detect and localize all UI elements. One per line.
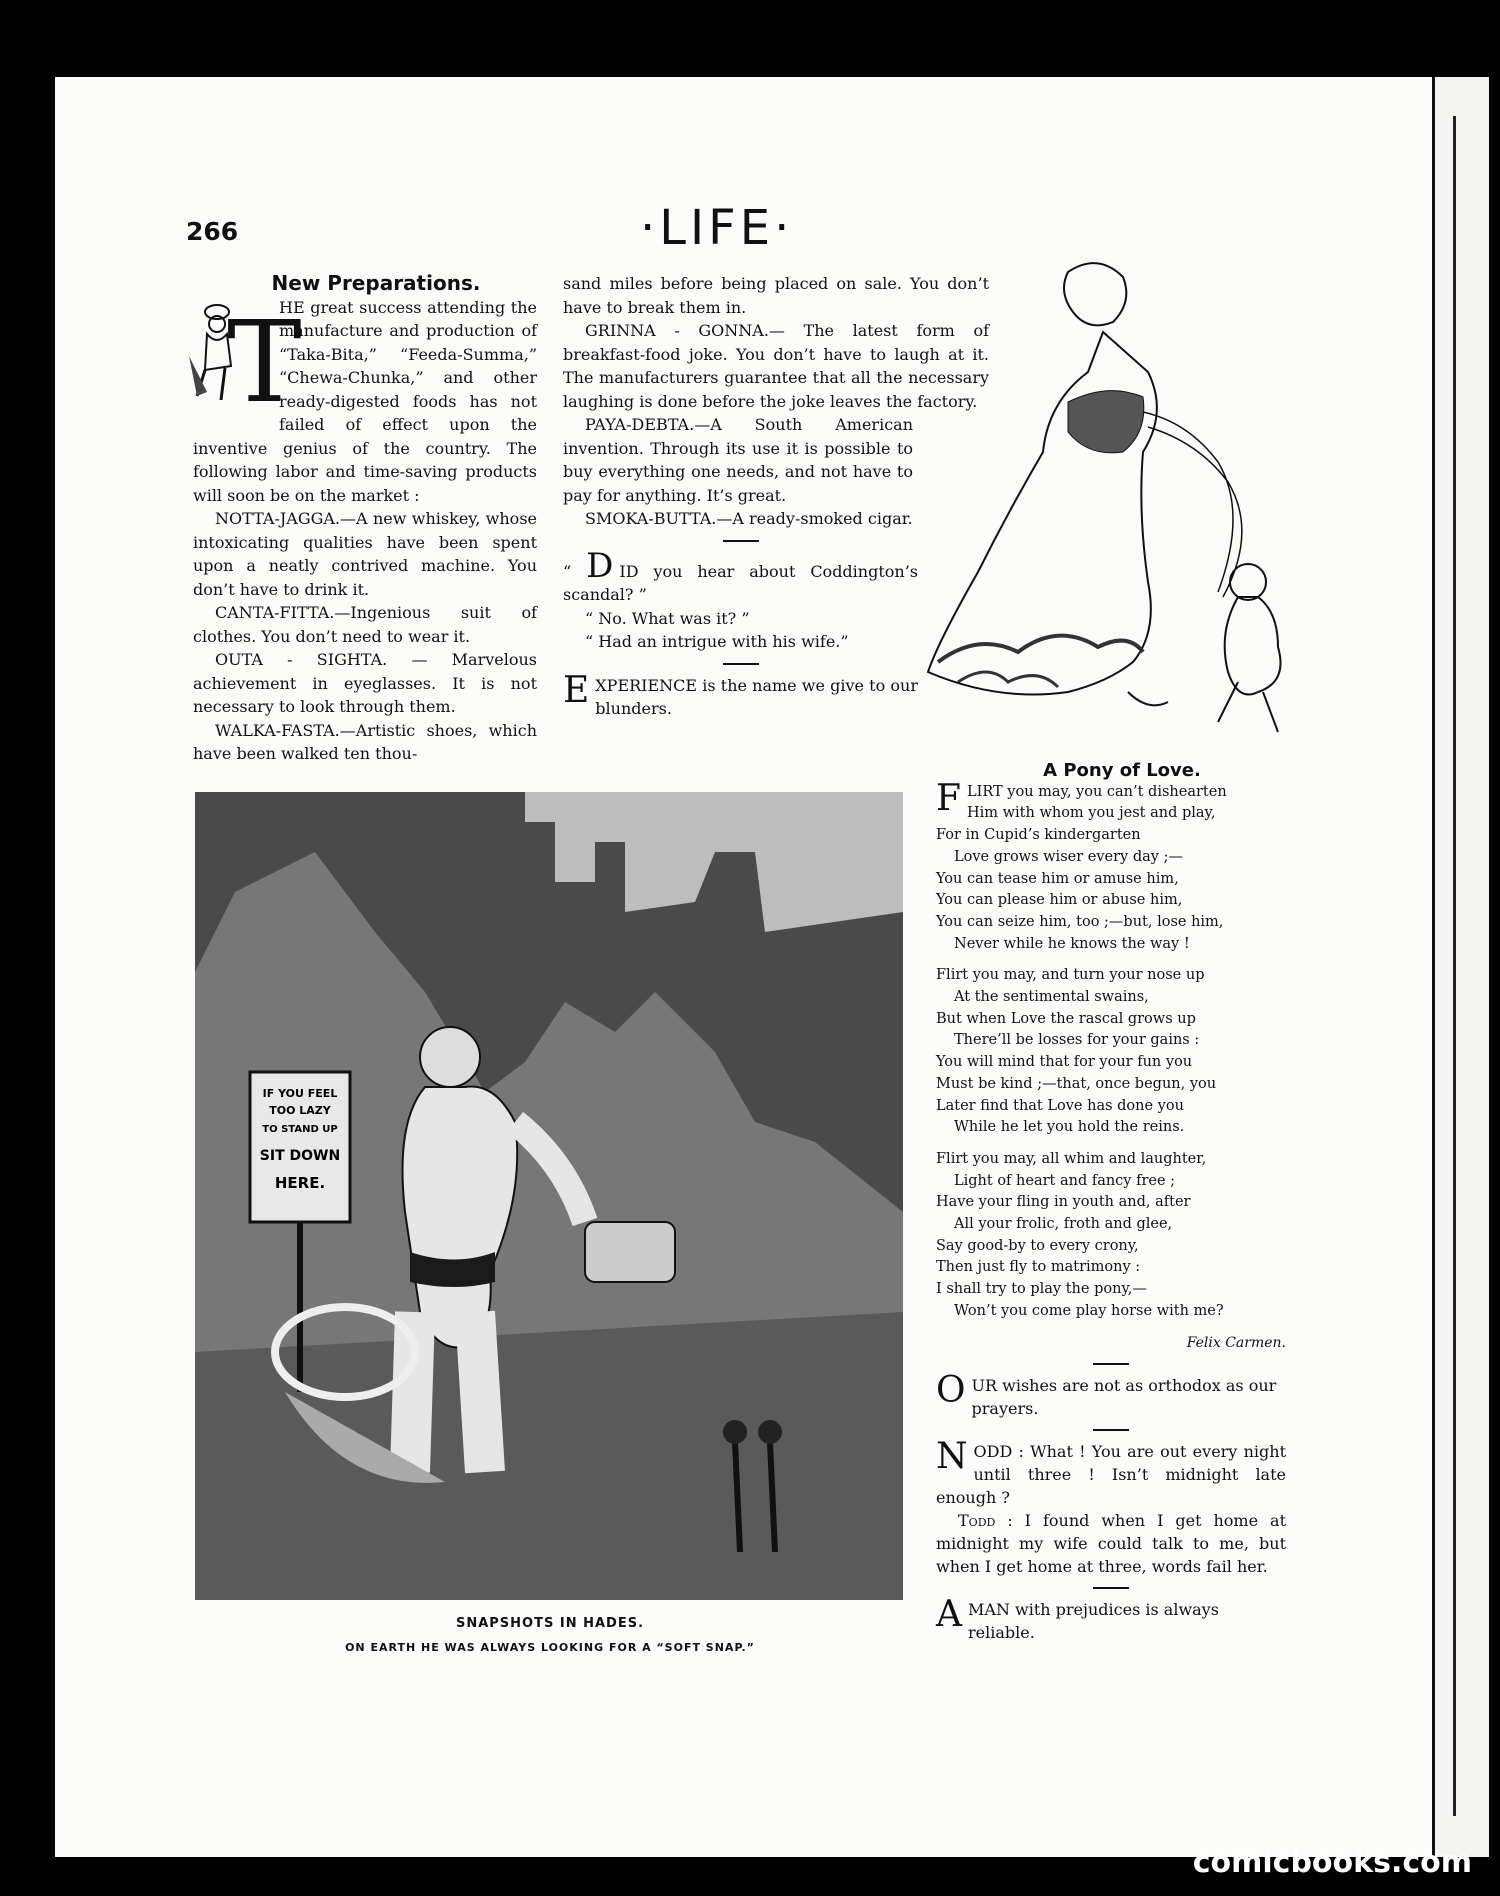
item-smoka-butta: SMOKA-BUTTA.—A ready-smoked cigar.	[585, 509, 913, 528]
joke-line-2: “ No. What was it? ”	[585, 608, 750, 628]
article-intro: HE great success attending the manufacture and production of “Taka-Bita,” “Feeda-Summa,” “Chewa-Chunka,” and other ready-digested foods has not failed of effect upon the inventive genius of the country. The following labor and time-saving products will soon be on the market :	[193, 297, 537, 505]
sign-line-5: HERE.	[274, 1174, 326, 1192]
snapshots-in-hades-cartoon	[195, 792, 903, 1600]
poem-title: A Pony of Love.	[1043, 760, 1201, 781]
joke-nodd-todd: NODD : What ! You are out every night until three ! Isn’t midnight late enough ? Todd : I found when I get home at midnight my wife could talk to me, but when I get home at three, words fail her.	[936, 1436, 1286, 1577]
divider	[1093, 1587, 1129, 1589]
dropcap-o: O	[936, 1370, 966, 1412]
dropcap-n: N	[936, 1436, 968, 1478]
poem-pony-of-love	[936, 760, 1286, 1644]
caption-subtitle: ON EARTH HE WAS ALWAYS LOOKING FOR A “SOFT SNAP.”	[345, 1641, 755, 1654]
article-title: New Preparations.	[271, 271, 481, 295]
article-new-preparations	[193, 272, 537, 766]
site-watermark: comicbooks.com	[1192, 1845, 1472, 1880]
divider	[1093, 1429, 1129, 1431]
caption-title: SNAPSHOTS IN HADES.	[455, 1616, 645, 1631]
poem-signature: Felix Carmen.	[1186, 1334, 1286, 1351]
joke-experience: EXPERIENCE is the name we give to our blunders.	[563, 669, 918, 718]
page-number: 266	[186, 217, 239, 246]
divider	[1093, 1363, 1129, 1365]
joke-line-3: “ Had an intrigue with his wife.”	[585, 632, 849, 651]
divider	[723, 540, 759, 542]
item-notta-jagga: NOTTA-JAGGA.—A new whiskey, whose intoxicating qualities have been spent upon a neatly contrived machine. You don’t have to drink it.	[193, 509, 537, 599]
divider	[723, 663, 759, 665]
dropcap-d: D	[586, 545, 614, 586]
poem-stanza-3: Flirt you may, all whim and laughter, Light of heart and fancy free ; Have your fling in youth and, after All your frolic, froth and glee, Say good-by to every crony, Then just fly to matrimony : I shall try to play the pony,— Won’t you come play horse with me?	[936, 1150, 1224, 1319]
sign-line-3: TO STAND UP	[262, 1124, 338, 1135]
cartoon-caption	[195, 1616, 905, 1654]
next-page-edge	[1432, 77, 1489, 1857]
sign-line-2: TOO LAZY	[269, 1104, 331, 1117]
woman-and-cupid-illustration	[918, 252, 1314, 757]
joke-coddington	[563, 545, 919, 654]
masthead: ·LIFE·	[640, 200, 794, 256]
item-canta-fitta: CANTA-FITTA.—Ingenious suit of clothes. You don’t need to wear it.	[193, 603, 537, 646]
joke-wishes: OUR wishes are not as orthodox as our prayers.	[936, 1370, 1277, 1419]
sign-line-4: SIT DOWN	[259, 1148, 341, 1164]
item-paya-debta: PAYA-DEBTA.—A South American invention. Through its use it is possible to buy everything one needs, and not have to pay for anything. It’s great.	[563, 415, 913, 505]
item-outa-sighta: OUTA - SIGHTA. — Marvelous achievement in eyeglasses. It is not necessary to look through them.	[193, 650, 537, 716]
joke-line-1: “ D ID you hear about Coddington’s scandal? ”	[563, 545, 919, 604]
item-walka-fasta-cont: sand miles before being placed on sale. You don’t have to break them in.	[563, 274, 989, 317]
poem-stanza-1: F LIRT you may, you can’t dishearten Him with whom you jest and play, For in Cupid’s kindergarten Love grows wiser every day ;— You can tease him or amuse him, You can please him or abuse him, You can seize him, too ;—but, lose him, Never while he knows the way !	[936, 777, 1227, 952]
joke-prejudices: AMAN with prejudices is always reliable.	[936, 1594, 1219, 1643]
poem-stanza-2: Flirt you may, and turn your nose up At the sentimental swains, But when Love the rascal grows up There’ll be losses for your gains : You will mind that for your fun you Must be kind ;—that, once begun, you Later find that Love has done you While he let you hold the reins.	[936, 967, 1217, 1136]
dropcap-f: F	[936, 777, 961, 819]
dropcap-letter: T	[227, 297, 302, 428]
dropcap-e: E	[563, 669, 590, 711]
chef-illustration	[187, 296, 302, 428]
item-grinna-gonna: GRINNA - GONNA.— The latest form of breakfast-food joke. You don’t have to laugh at it. The manufacturers guarantee that all the necessary laughing is done before the joke leaves the factory.	[563, 321, 989, 411]
item-walka-fasta: WALKA-FASTA.—Artistic shoes, which have been walked ten thou-	[193, 720, 537, 763]
speaker-todd: Todd	[958, 1511, 996, 1531]
sign-line-1: IF YOU FEEL	[262, 1087, 338, 1100]
dropcap-a: A	[936, 1594, 962, 1636]
